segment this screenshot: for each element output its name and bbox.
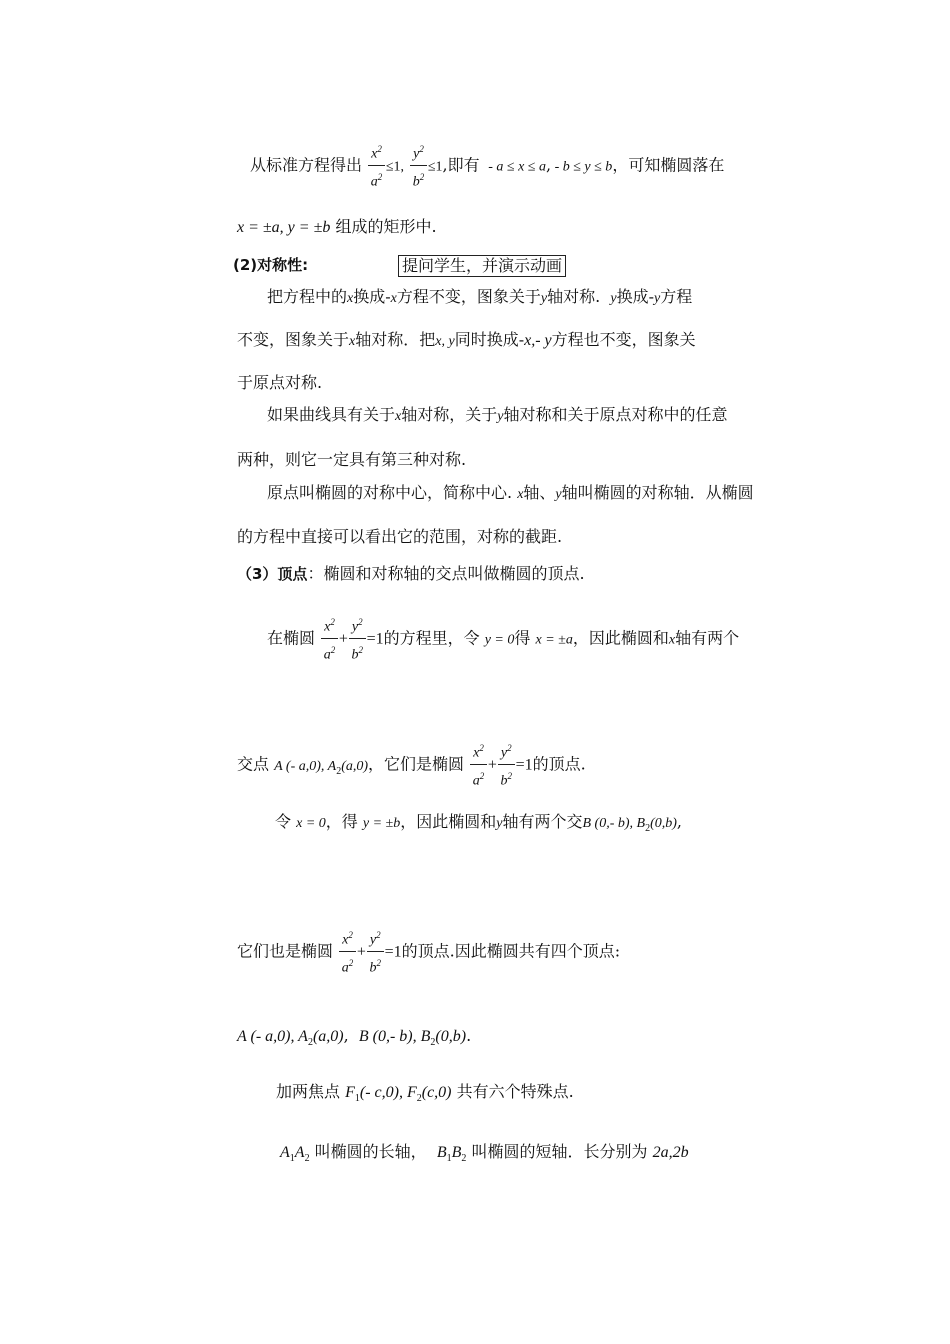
paragraph-line: 如果曲线具有关于x轴对称，关于y轴对称和关于原点对称中的任意 xyxy=(267,405,728,424)
paragraph-line: 原点叫椭圆的对称中心，简称中心. x轴、y轴叫椭圆的对称轴．从椭圆 xyxy=(267,483,754,502)
fraction-y2-b2: $\frac{y^2}{b^2}$ xyxy=(498,738,515,792)
paragraph-line: $A_1A_2$ 叫椭圆的长轴， $B_1B_2$ 叫椭圆的短轴．长分别为 2a,2b xyxy=(280,1142,689,1164)
fraction-x2-a2: $\frac{x^2}{a^2}$ xyxy=(321,612,338,666)
text-segment: 从标准方程得出 xyxy=(250,155,363,175)
math-x-pm-a: x = ±a, y = ±b xyxy=(237,219,331,236)
paragraph-line: 两种，则它一定具有第三种对称. xyxy=(237,450,467,469)
paragraph-line: 令 x = 0，得 y = ±b，因此椭圆和y轴有两个交B (0,- b), $B_2(0,b)$, xyxy=(275,812,683,834)
math-range-y: - b ≤ y ≤ b xyxy=(551,159,613,175)
fraction-x2-a2: $\frac{x^2}{a^2}$ xyxy=(339,925,356,979)
fraction-x2-a2: $\frac{x^2}{a^2}$ xyxy=(470,738,487,792)
math-leq-1: ≤1 xyxy=(427,159,443,175)
fraction-y2-b2: $\frac{y^2}{b^2}$ xyxy=(349,612,366,666)
text-segment: 可知椭圆落在 xyxy=(628,155,725,175)
paragraph-line: 它们也是椭圆 $\frac{x^2}{a^2}$ + $\frac{y^2}{b^2}$ =1的顶点.因此椭圆共有四个顶点: xyxy=(237,925,620,979)
fraction-y2-b2: $\frac{y^2}{b^2}$ xyxy=(367,925,384,979)
line-range-2 xyxy=(237,217,437,238)
text-segment: 即有 xyxy=(447,155,480,175)
section-heading-symmetry: (2)对称性: xyxy=(233,256,309,274)
paragraph-line: 交点 A (- a,0), $A_2(a,0)$，它们是椭圆 $\frac{x^2}{a^2}$ + $\frac{y^2}{b^2}$ =1的顶点. xyxy=(237,738,586,792)
math-vertex-list: A (- a,0), $A_2(a,0)$, B (0,- b), $B_2(0,b)$. xyxy=(237,1026,472,1048)
paragraph-line: 的方程中直接可以看出它的范围，对称的截距. xyxy=(237,527,563,546)
fraction-y2-b2: $\frac{y^2}{b^2}$ xyxy=(410,139,427,193)
line-range-1: 从标准方程得出 $\frac{x^2}{a^2}$ ≤1, $\frac{y^2}{b^2}$ ≤1,即有 - a ≤ x ≤ a, - b ≤ y ≤ b，可知椭圆落在 xyxy=(250,139,724,193)
math-leq-1: ≤1, xyxy=(385,159,405,175)
section-heading-vertices: （3）顶点：椭圆和对称轴的交点叫做椭圆的顶点. xyxy=(237,564,585,583)
paragraph-line: 于原点对称. xyxy=(237,373,323,392)
paragraph-line: 在椭圆 $\frac{x^2}{a^2}$ + $\frac{y^2}{b^2}$ =1的方程里，令 y = 0得 x = ±a，因此椭圆和x轴有两个 xyxy=(267,612,739,666)
paragraph-line: 把方程中的x换成-x方程不变，图象关于y轴对称. y换成-y方程 xyxy=(267,287,693,306)
text-segment: 组成的矩形中. xyxy=(335,217,437,236)
math-range-x: - a ≤ x ≤ a xyxy=(484,159,546,175)
teacher-note-box: 提问学生，并演示动画 xyxy=(398,255,566,277)
paragraph-line: 不变，图象关于x轴对称．把x, y同时换成-x,- y方程也不变，图象关 xyxy=(237,330,696,349)
fraction-x2-a2: $\frac{x^2}{a^2}$ xyxy=(368,139,385,193)
paragraph-line: 加两焦点 $F_1(-$ c,0), $F_2(c,0)$ 共有六个特殊点. xyxy=(276,1082,574,1104)
